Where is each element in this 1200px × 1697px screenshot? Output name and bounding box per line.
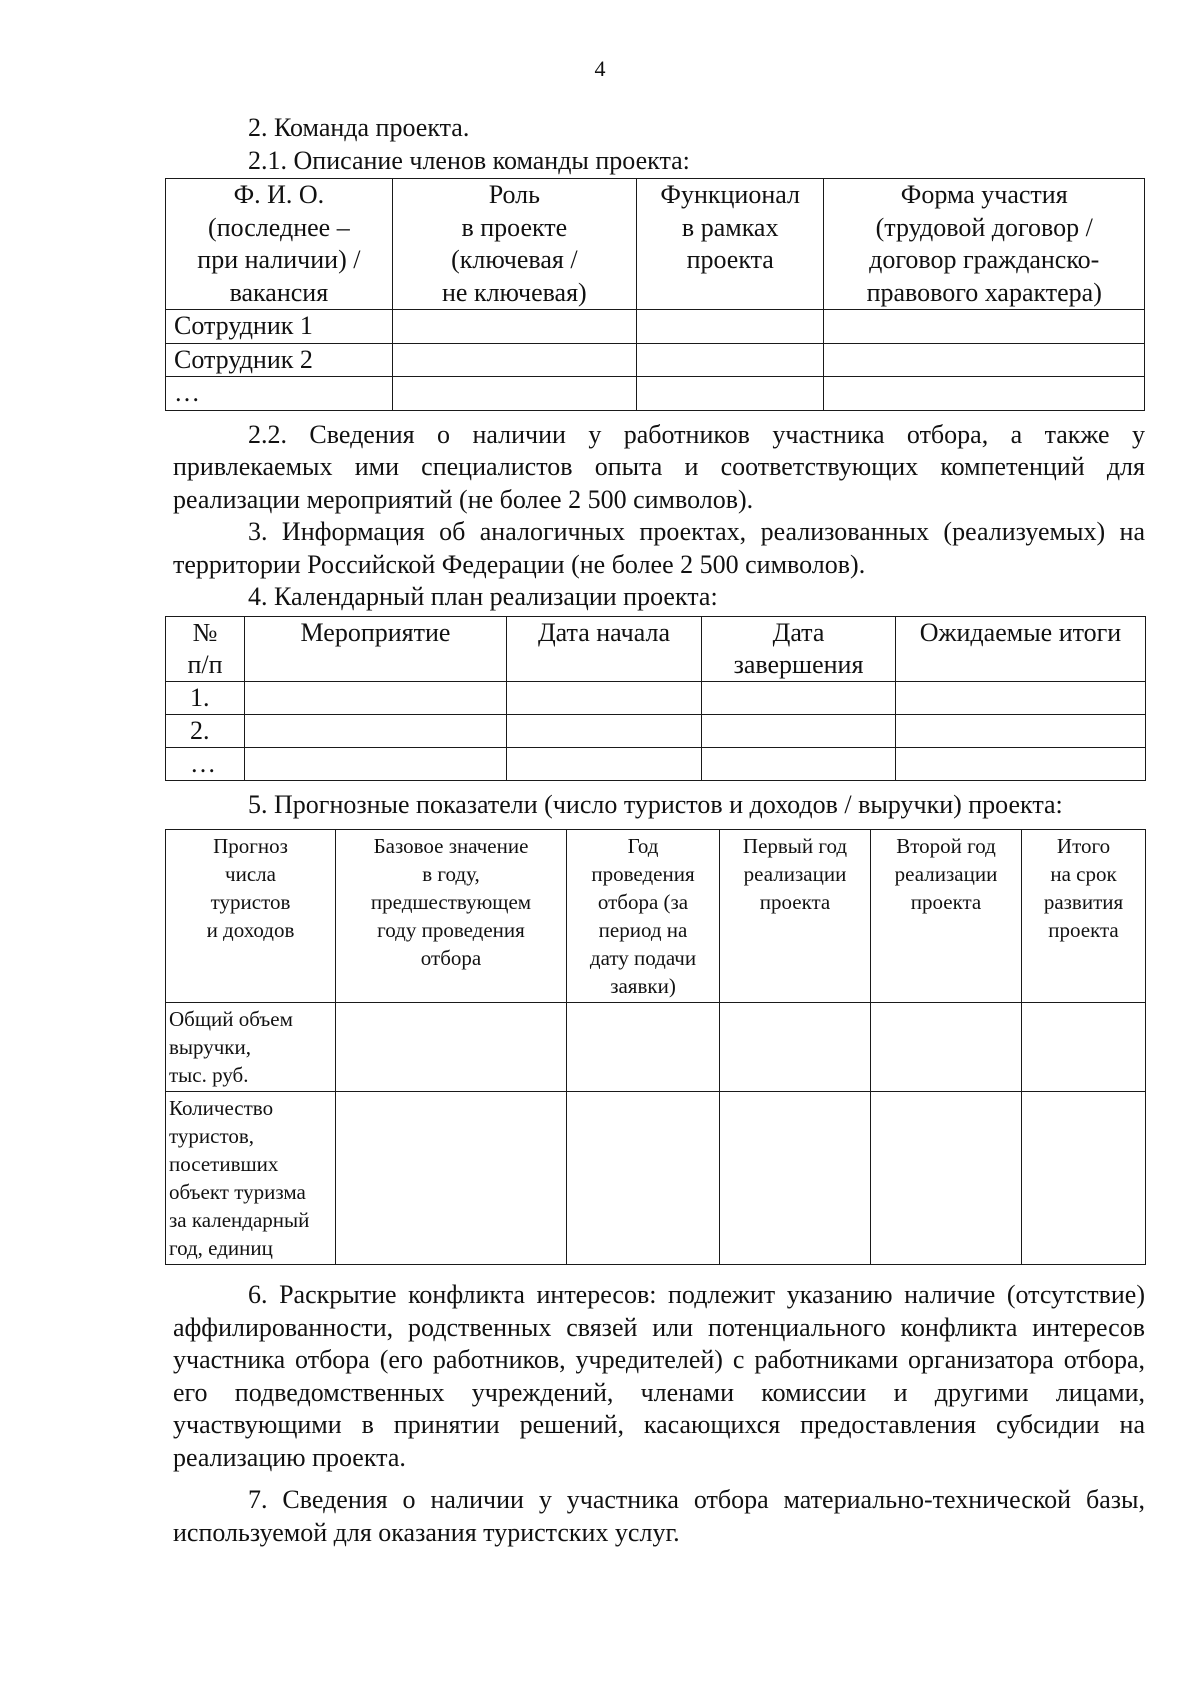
section-6-paragraph: 6. Раскрытие конфликта интересов: подлежит указанию наличие (отсутствие) аффилированности, родственных связей или потенциального конфликта интересов участника отбора (его работников, учредителей) с работниками организатора отбора, его подведомственных учреждений, членами комиссии и другими лицами, участвующими в принятии решений, касающихся предоставления субсидии на реализацию проекта.: [173, 1280, 1145, 1472]
section-2-heading: 2. Команда проекта.: [248, 113, 470, 142]
table-row: [166, 377, 1145, 411]
section-4-heading: 4. Календарный план реализации проекта:: [248, 582, 718, 611]
team-cell-name: Сотрудник 2: [166, 343, 393, 377]
team-header-name: Ф. И. О. (последнее – при наличии) / вакансия: [166, 179, 393, 310]
section-3-paragraph: 3. Информация об аналогичных проектах, реализованных (реализуемых) на территории Российской Федерации (не более 2 500 символов).: [173, 517, 1145, 579]
team-header-participation: Форма участия (трудовой договор / договор гражданско- правового характера): [824, 179, 1145, 310]
document-body: [169, 112, 1145, 1549]
calendar-header-activity: Мероприятие: [245, 616, 507, 681]
team-cell-name: …: [166, 377, 393, 411]
section-5-heading: 5. Прогнозные показатели (число туристов и доходов / выручки) проекта:: [248, 789, 1063, 819]
team-table-header: [166, 179, 1145, 310]
team-table: [165, 178, 1145, 411]
table-row: [166, 310, 1145, 344]
section-7-paragraph: 7. Сведения о наличии у участника отбора материально-технической базы, используемой для оказания туристских услуг.: [173, 1485, 1145, 1547]
forecast-cell-tourists: Количество туристов, посетивших объект туризма за календарный год, единиц: [166, 1092, 336, 1265]
paragraph-gap: [173, 1474, 1145, 1484]
calendar-plan-table: [165, 616, 1146, 781]
team-cell-name: Сотрудник 1: [166, 310, 393, 344]
forecast-header-selection-year: Год проведения отбора (за период на дату подачи заявки): [567, 830, 720, 1003]
calendar-header-start-date: Дата начала: [507, 616, 702, 681]
team-header-function: Функционал в рамках проекта: [636, 179, 824, 310]
calendar-header-number: № п/п: [166, 616, 245, 681]
forecast-table-header: [166, 830, 1146, 1003]
table-row: [166, 1092, 1146, 1265]
table-row: [166, 681, 1146, 714]
forecast-header-first-year: Первый год реализации проекта: [720, 830, 871, 1003]
table-row: [166, 1003, 1146, 1092]
section-2-2-paragraph: 2.2. Сведения о наличии у работников участника отбора, а также у привлекаемых ими специалистов опыта и соответствующих компетенций для реализации мероприятий (не более 2 500 символов).: [173, 419, 1145, 514]
forecast-header-total: Итого на срок развития проекта: [1022, 830, 1146, 1003]
section-2-1-heading: 2.1. Описание членов команды проекта:: [248, 145, 690, 175]
calendar-header-results: Ожидаемые итоги: [896, 616, 1146, 681]
forecast-header-indicator: Прогноз числа туристов и доходов: [166, 830, 336, 1003]
table-row: [166, 343, 1145, 377]
calendar-cell-number: 2.: [166, 714, 245, 747]
table-row: [166, 747, 1146, 780]
forecast-header-second-year: Второй год реализации проекта: [871, 830, 1022, 1003]
forecast-header-base-value: Базовое значение в году, предшествующем году проведения отбора: [336, 830, 567, 1003]
calendar-header-end-date: Дата завершения: [702, 616, 896, 681]
page-number: 4: [594, 56, 606, 81]
table-row: [166, 714, 1146, 747]
calendar-table-header: [166, 616, 1146, 681]
calendar-cell-number: …: [166, 747, 245, 780]
forecast-cell-revenue: Общий объем выручки, тыс. руб.: [166, 1003, 336, 1092]
team-header-role: Роль в проекте (ключевая / не ключевая): [392, 179, 636, 310]
forecast-table: [165, 829, 1146, 1265]
calendar-cell-number: 1.: [166, 681, 245, 714]
